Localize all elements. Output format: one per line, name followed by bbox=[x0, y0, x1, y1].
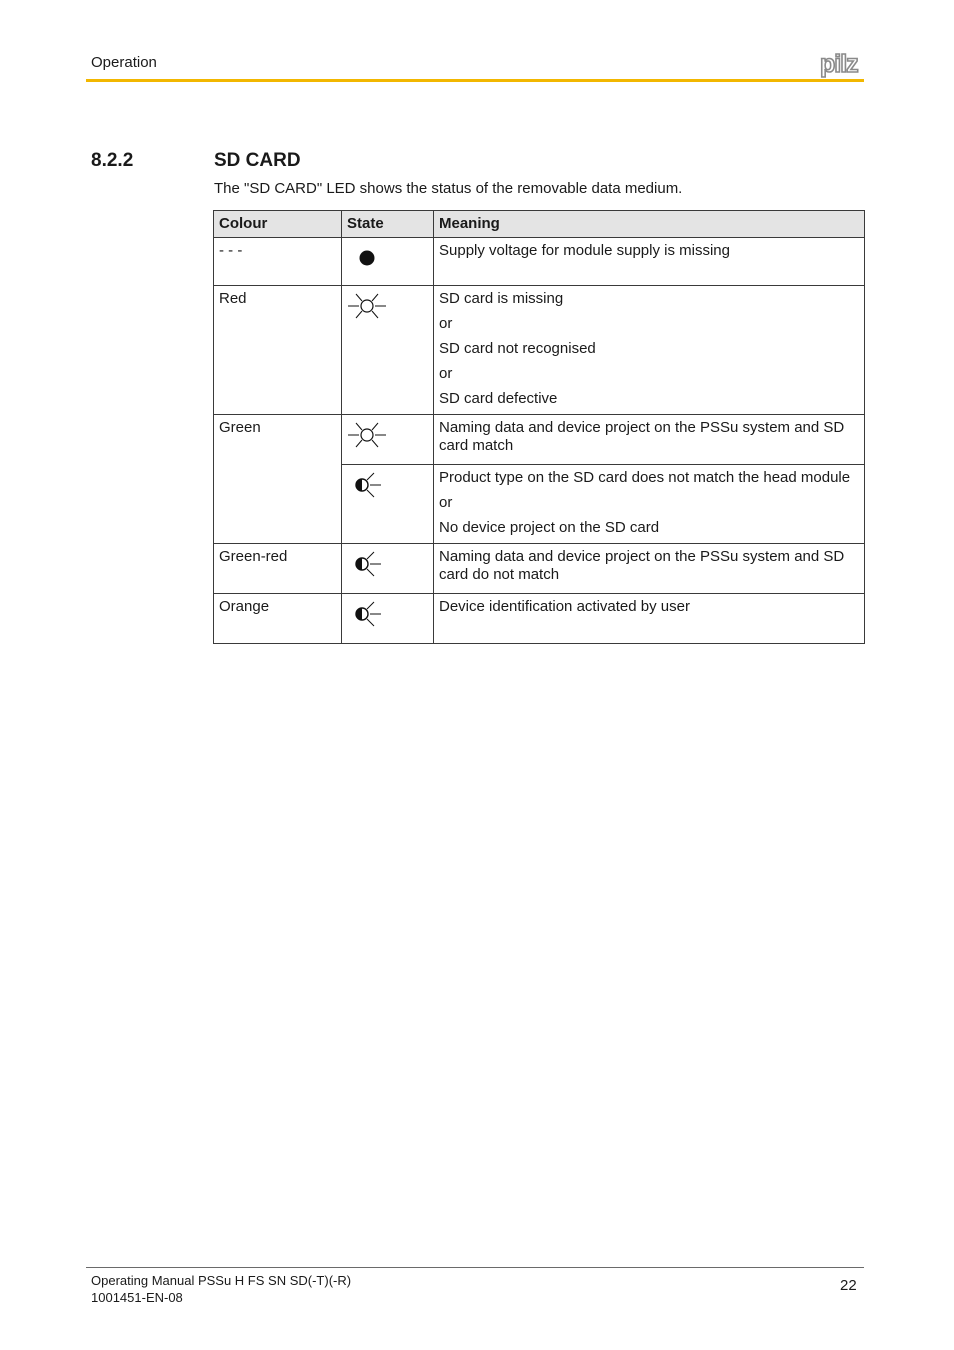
colour-cell: - - - bbox=[214, 238, 342, 286]
footer-rule bbox=[86, 1267, 864, 1268]
led-status-table bbox=[213, 210, 865, 644]
state-cell bbox=[342, 465, 434, 544]
state-cell bbox=[342, 286, 434, 415]
meaning-line: SD card defective bbox=[439, 390, 558, 407]
svg-text:pilz: pilz bbox=[820, 50, 858, 78]
colour-cell: Orange bbox=[214, 594, 342, 644]
colour-cell: Green-red bbox=[214, 544, 342, 594]
table-header-row bbox=[214, 211, 865, 238]
meaning-line: Device identification activated by user bbox=[439, 598, 690, 615]
section-number: 8.2.2 bbox=[91, 150, 134, 171]
table-row bbox=[214, 238, 865, 286]
meaning-cell bbox=[434, 465, 865, 544]
page-number: 22 bbox=[840, 1277, 857, 1294]
led-on-icon bbox=[347, 290, 387, 324]
pilz-logo bbox=[820, 50, 866, 78]
state-cell bbox=[342, 544, 434, 594]
meaning-cell bbox=[434, 594, 865, 644]
meaning-line: or bbox=[439, 315, 453, 332]
meaning-cell bbox=[434, 544, 865, 594]
column-header-meaning: Meaning bbox=[434, 211, 865, 238]
state-cell bbox=[342, 415, 434, 465]
section-intro: The "SD CARD" LED shows the status of the removable data medium. bbox=[214, 180, 683, 197]
meaning-line: Naming data and device project on the PSSu system and SD card do not match bbox=[439, 548, 845, 583]
led-off-icon bbox=[347, 242, 387, 272]
table-row bbox=[214, 286, 865, 415]
footer-info bbox=[91, 1272, 351, 1306]
led-flashing-icon bbox=[347, 469, 387, 503]
meaning-line: Product type on the SD card does not match the head module bbox=[439, 469, 851, 486]
header-section-label: Operation bbox=[91, 54, 157, 71]
led-on-icon bbox=[347, 419, 387, 453]
meaning-cell bbox=[434, 415, 865, 465]
meaning-line: No device project on the SD card bbox=[439, 519, 660, 536]
colour-cell: Green bbox=[214, 415, 342, 544]
section-title: SD CARD bbox=[214, 150, 301, 171]
meaning-line: Supply voltage for module supply is missing bbox=[439, 242, 730, 259]
footer-document-number: 1001451-EN-08 bbox=[91, 1290, 183, 1305]
led-flashing-icon bbox=[347, 598, 387, 632]
table-row bbox=[214, 415, 865, 465]
meaning-line: Naming data and device project on the PSSu system and SD card match bbox=[439, 419, 845, 454]
table-row bbox=[214, 544, 865, 594]
header-rule bbox=[86, 79, 864, 82]
meaning-line: SD card not recognised bbox=[439, 340, 596, 357]
meaning-line: SD card is missing bbox=[439, 290, 564, 307]
meaning-line: or bbox=[439, 494, 453, 511]
meaning-cell bbox=[434, 286, 865, 415]
meaning-line: or bbox=[439, 365, 453, 382]
column-header-state: State bbox=[342, 211, 434, 238]
table-row bbox=[214, 594, 865, 644]
meaning-cell bbox=[434, 238, 865, 286]
led-flashing-icon bbox=[347, 548, 387, 582]
state-cell bbox=[342, 238, 434, 286]
column-header-colour: Colour bbox=[214, 211, 342, 238]
footer-manual-title: Operating Manual PSSu H FS SN SD(-T)(-R) bbox=[91, 1273, 352, 1288]
colour-cell: Red bbox=[214, 286, 342, 415]
state-cell bbox=[342, 594, 434, 644]
